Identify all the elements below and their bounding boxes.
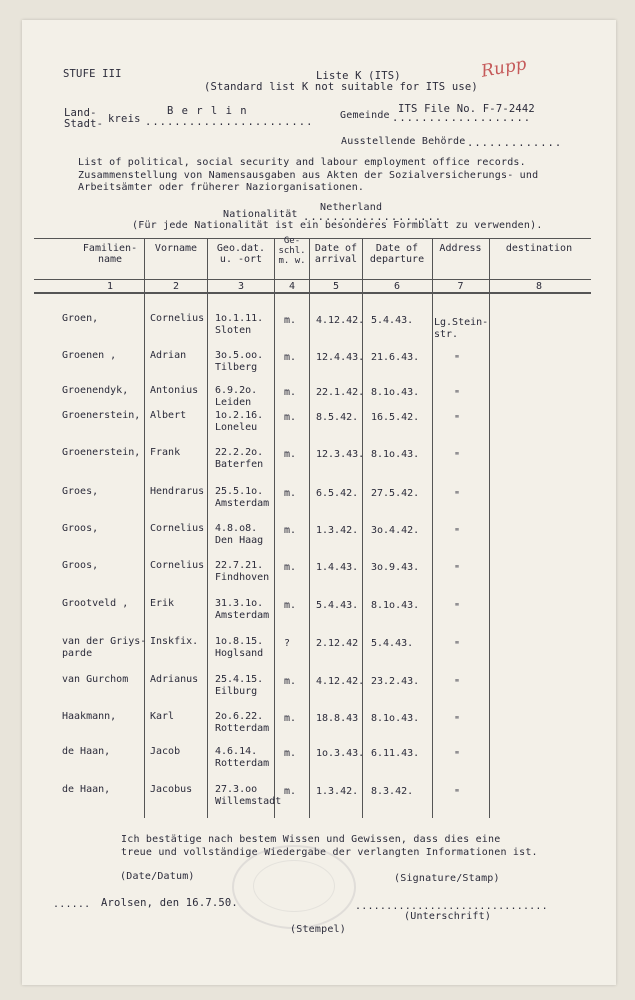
nationality-value: Netherland (320, 202, 383, 213)
unterschrift-label: (Unterschrift) (404, 911, 492, 922)
records-table (34, 238, 591, 818)
cell-departure: 8.1o.43. (371, 449, 420, 460)
stufe-label: STUFE III (63, 68, 122, 80)
confirmation-line1: Ich bestätige nach bestem Wissen und Gewissen, dass dies eine (121, 834, 501, 845)
stadt-label: Stadt- (64, 118, 104, 130)
cell-sex: m. (284, 315, 297, 326)
its-file-number: ITS File No. F-7-2442 (398, 103, 535, 115)
handwritten-annotation: Rupp (479, 54, 528, 82)
cell-vorname: Inskfix. (150, 636, 199, 647)
cell-birth-date: 1o.1.11. (215, 313, 264, 324)
cell-address: " (454, 715, 461, 726)
header-col8-line1: destination (505, 243, 573, 254)
cell-sex: m. (284, 488, 297, 499)
cell-familienname: Groos, (62, 560, 99, 571)
nationality-label: Nationalität (223, 209, 298, 220)
list-subtitle: (Standard list K not suitable for ITS use) (204, 81, 478, 93)
cell-birth-place: Sloten (215, 325, 252, 336)
cell-arrival: 1.4.43. (316, 562, 359, 573)
cell-address: " (454, 788, 461, 799)
kreis-value: B e r l i n (167, 105, 248, 117)
cell-birth-date: 4.8.o8. (215, 523, 258, 534)
cell-birth-date: 3o.5.oo. (215, 350, 264, 361)
cell-address: " (454, 527, 461, 538)
gemeinde-dots: ................... (392, 112, 532, 124)
cell-departure: 5.4.43. (371, 315, 414, 326)
cell-birth-place: Den Haag (215, 535, 264, 546)
nationality-note: (Für jede Nationalität ist ein besonderes Formblatt zu verwenden). (132, 220, 543, 231)
kreis-label: kreis (108, 113, 141, 125)
header-col6 (362, 243, 432, 265)
cell-sex: m. (284, 676, 297, 687)
cell-birth-place: Rotterdam (215, 758, 270, 769)
faded-stamp-inner (253, 860, 335, 912)
cell-sex: ? (284, 638, 291, 649)
cell-arrival: 8.5.42. (316, 412, 359, 423)
cell-arrival: 1o.3.43. (316, 748, 365, 759)
column-divider (207, 238, 208, 818)
cell-birth-date: 22.7.21. (215, 560, 264, 571)
cell-address: " (454, 490, 461, 501)
column-divider (144, 238, 145, 818)
cell-familienname: Grootveld , (62, 598, 129, 609)
cell-familienname: Groes, (62, 486, 99, 497)
header-col1 (70, 243, 150, 265)
land-label: Land- (64, 107, 97, 119)
header-col7-line1: Address (439, 243, 482, 254)
numbers-bottom-rule (34, 292, 591, 294)
column-number: 4 (288, 281, 296, 292)
cell-departure: 8.3.42. (371, 786, 414, 797)
column-number: 1 (106, 281, 114, 292)
cell-sex: m. (284, 713, 297, 724)
cell-sex: m. (284, 748, 297, 759)
cell-vorname: Hendrarus (150, 486, 205, 497)
cell-vorname: Erik (150, 598, 175, 609)
cell-familienname: Groos, (62, 523, 99, 534)
cell-arrival: 18.8.43 (316, 713, 359, 724)
header-col1-line2: name (97, 254, 123, 265)
cell-birth-place: Willemstadt (215, 796, 282, 807)
header-col5-line1: Date of (314, 243, 358, 254)
column-number: 7 (457, 281, 464, 292)
column-divider (489, 238, 490, 818)
cell-vorname: Adrian (150, 350, 187, 361)
cell-vorname: Jacobus (150, 784, 193, 795)
place-date: Arolsen, den 16.7.50. (101, 897, 238, 909)
cell-birth-place: Amsterdam (215, 610, 270, 621)
cell-arrival: 2.12.42 (316, 638, 359, 649)
cell-address: " (454, 750, 461, 761)
cell-familienname: Groenerstein, (62, 410, 141, 421)
column-number: 6 (393, 281, 401, 292)
cell-birth-date: 25.5.1o. (215, 486, 264, 497)
cell-sex: m. (284, 449, 297, 460)
cell-sex: m. (284, 600, 297, 611)
cell-departure: 3o.9.43. (371, 562, 420, 573)
cell-birth-place: Tilberg (215, 362, 258, 373)
cell-sex: m. (284, 525, 297, 536)
column-number: 2 (172, 281, 180, 292)
nationality-dots: ................... (303, 211, 443, 223)
cell-familienname: Groenerstein, (62, 447, 141, 458)
cell-vorname: Jacob (150, 746, 181, 757)
cell-birth-date: 31.3.1o. (215, 598, 264, 609)
column-number: 3 (237, 281, 245, 292)
cell-familienname: Groenendyk, (62, 385, 129, 396)
cell-familienname: van der Griys- (62, 636, 147, 647)
cell-familienname: de Haan, (62, 746, 111, 757)
cell-birth-place: Baterfen (215, 459, 264, 470)
header-col5-line2: arrival (314, 254, 358, 265)
cell-vorname: Cornelius (150, 523, 205, 534)
cell-arrival: 5.4.43. (316, 600, 359, 611)
cell-vorname: Albert (150, 410, 187, 421)
column-number: 8 (535, 281, 543, 292)
cell-birth-place: Eilburg (215, 686, 258, 697)
confirmation-line2: treue und vollständige Wiedergabe der verlangten Informationen ist. (121, 847, 538, 858)
cell-birth-date: 27.3.oo (215, 784, 258, 795)
header-col1-line1: Familien- (82, 243, 138, 254)
date-label: (Date/Datum) (120, 871, 195, 882)
cell-address: " (454, 564, 461, 575)
cell-birth-place: Amsterdam (215, 498, 270, 509)
cell-sex: m. (284, 352, 297, 363)
cell-address: " (454, 602, 461, 613)
cell-familienname: de Haan, (62, 784, 111, 795)
cell-birth-date: 6.9.2o. (215, 385, 258, 396)
header-col4-line1: Ge- (283, 236, 301, 246)
cell-arrival: 1.3.42. (316, 786, 359, 797)
cell-departure: 16.5.42. (371, 412, 420, 423)
cell-familienname: Haakmann, (62, 711, 117, 722)
cell-address: " (454, 389, 461, 400)
cell-vorname: Cornelius (150, 313, 205, 324)
stempel-label: (Stempel) (290, 924, 346, 935)
cell-arrival: 22.1.42. (316, 387, 365, 398)
cell-sex: m. (284, 786, 297, 797)
cell-birth-place: Loneleu (215, 422, 258, 433)
cell-birth-date: 1o.2.16. (215, 410, 264, 421)
cell-arrival: 4.12.42. (316, 676, 365, 687)
column-divider (274, 238, 275, 818)
cell-arrival: 6.5.42. (316, 488, 359, 499)
header-col5 (310, 243, 362, 265)
gemeinde-label: Gemeinde (340, 110, 390, 121)
description-line3: Arbeitsämter oder früherer Naziorganisationen. (78, 182, 365, 193)
cell-departure: 21.6.43. (371, 352, 420, 363)
cell-arrival: 1.3.42. (316, 525, 359, 536)
place-date-dots: ...... (53, 899, 91, 910)
header-col6-line1: Date of (375, 243, 419, 254)
cell-departure: 3o.4.42. (371, 525, 420, 536)
cell-birth-place: Leiden (215, 397, 252, 408)
cell-departure: 8.1o.43. (371, 600, 420, 611)
cell-birth-date: 22.2.2o. (215, 447, 264, 458)
ausstellende-dots: ............. (467, 137, 563, 149)
cell-sex: m. (284, 562, 297, 573)
cell-familienname: Groen, (62, 313, 99, 324)
ausstellende-label: Ausstellende Behörde (341, 136, 466, 147)
description-line2: Zusammenstellung von Namensausgaben aus Akten der Sozialversicherungs- und (78, 170, 539, 181)
description-line1: List of political, social security and labour employment office records. (78, 157, 526, 168)
cell-address: Lg.Stein- (434, 317, 489, 328)
list-title: Liste K (ITS) (316, 70, 401, 82)
header-col2-line1: Vorname (154, 243, 198, 254)
cell-departure: 5.4.43. (371, 638, 414, 649)
cell-departure: 8.1o.43. (371, 713, 420, 724)
cell-address: " (454, 354, 461, 365)
cell-vorname: Antonius (150, 385, 199, 396)
header-col4-line2: schl. (278, 246, 306, 256)
cell-address: " (454, 451, 461, 462)
cell-arrival: 4.12.42. (316, 315, 365, 326)
header-col3-line2: u. -ort (219, 254, 263, 265)
cell-vorname: Karl (150, 711, 175, 722)
cell-familienname: Groenen , (62, 350, 117, 361)
cell-birth-place: Rotterdam (215, 723, 270, 734)
cell-address: " (454, 414, 461, 425)
cell-familienname: van Gurchom (62, 674, 129, 685)
cell-birth-date: 25.4.15. (215, 674, 264, 685)
cell-vorname: Cornelius (150, 560, 205, 571)
cell-address: " (454, 678, 461, 689)
cell-departure: 6.11.43. (371, 748, 420, 759)
cell-birth-date: 1o.8.15. (215, 636, 264, 647)
header-col3 (208, 243, 274, 265)
header-col4 (274, 236, 310, 266)
cell-birth-place: Findhoven (215, 572, 270, 583)
cell-birth-place: Hoglsand (215, 648, 264, 659)
cell-birth-date: 2o.6.22. (215, 711, 264, 722)
header-col2 (146, 243, 206, 254)
table-top-rule (34, 238, 591, 239)
header-col4-line3: m. w. (278, 256, 306, 266)
header-col8 (489, 243, 589, 254)
column-number: 5 (332, 281, 340, 292)
column-divider (309, 238, 310, 818)
signature-dots: ............................... (355, 901, 548, 912)
kreis-dots: ....................... (145, 116, 314, 128)
header-col6-line2: departure (369, 254, 425, 265)
header-col3-line1: Geo.dat. (216, 243, 266, 254)
cell-arrival: 12.4.43. (316, 352, 365, 363)
cell-vorname: Adrianus (150, 674, 199, 685)
cell-arrival: 12.3.43. (316, 449, 365, 460)
cell-familienname-cont: parde (62, 648, 93, 659)
signature-label: (Signature/Stamp) (394, 873, 500, 884)
cell-departure: 23.2.43. (371, 676, 420, 687)
header-col7 (432, 243, 489, 254)
column-divider (432, 238, 433, 818)
cell-sex: m. (284, 412, 297, 423)
cell-address-cont: str. (434, 329, 459, 340)
header-bottom-rule (34, 279, 591, 280)
cell-vorname: Frank (150, 447, 181, 458)
cell-birth-date: 4.6.14. (215, 746, 258, 757)
cell-address: " (454, 640, 461, 651)
cell-departure: 27.5.42. (371, 488, 420, 499)
cell-departure: 8.1o.43. (371, 387, 420, 398)
cell-sex: m. (284, 387, 297, 398)
